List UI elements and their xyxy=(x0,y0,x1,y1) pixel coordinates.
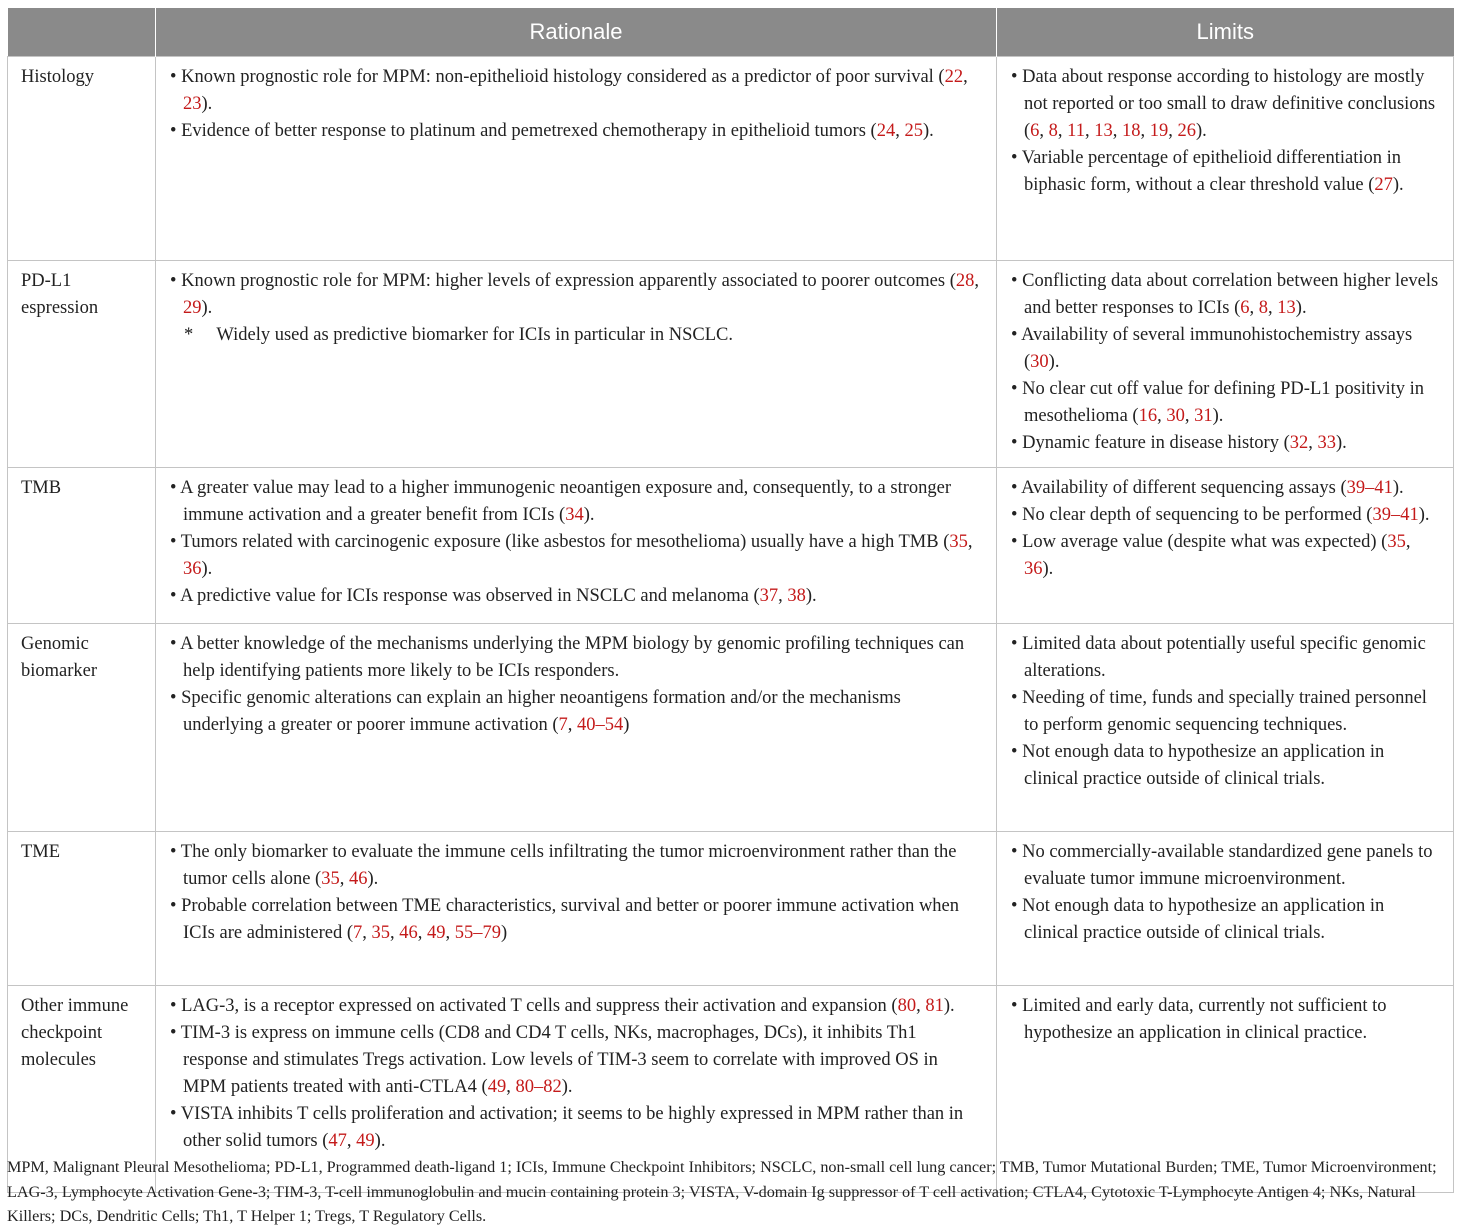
limits-bullet: • Not enough data to hypothesize an application in clinical practice outside of clinical trials. xyxy=(1011,896,1385,943)
reference-link[interactable]: 35 xyxy=(949,532,968,552)
limits-cell xyxy=(997,57,1454,261)
table-row xyxy=(8,832,1454,986)
table-row xyxy=(8,468,1454,624)
reference-link[interactable]: 39–41 xyxy=(1346,478,1393,498)
reference-link[interactable]: 55–79 xyxy=(454,923,502,943)
limits-bullet: • Needing of time, funds and specially trained personnel to perform genomic sequencing techniques. xyxy=(1011,688,1427,735)
rationale-bullet: • The only biomarker to evaluate the immune cells infiltrating the tumor microenvironment rather than the tumor cells alone (35, 46). xyxy=(170,842,957,889)
rationale-bullet: • Tumors related with carcinogenic exposure (like asbestos for mesothelioma) usually have a high TMB (35, 36). xyxy=(170,532,973,579)
reference-link[interactable]: 18 xyxy=(1122,121,1141,141)
limits-bullet: • Conflicting data about correlation between higher levels and better responses to ICIs (6, 8, 13). xyxy=(1011,271,1439,318)
rationale-bullet: • Specific genomic alterations can explain an higher neoantigens formation and/or the mechanisms underlying a greater or poorer immune activation (7, 40–54) xyxy=(170,688,901,735)
reference-link[interactable]: 27 xyxy=(1374,175,1393,195)
reference-link[interactable]: 49 xyxy=(487,1077,507,1097)
table-body xyxy=(8,57,1454,1193)
limits-bullet: • Limited data about potentially useful specific genomic alterations. xyxy=(1011,634,1426,681)
reference-link[interactable]: 32 xyxy=(1289,433,1309,453)
reference-link[interactable]: 46 xyxy=(348,869,368,889)
table-row xyxy=(8,624,1454,832)
rationale-bullet: • Known prognostic role for MPM: higher levels of expression apparently associated to poorer outcomes (28, 29). xyxy=(170,271,979,318)
reference-link[interactable]: 34 xyxy=(565,505,584,525)
table-row xyxy=(8,57,1454,261)
limits-bullet: • No clear depth of sequencing to be performed (39–41). xyxy=(1011,505,1430,525)
rationale-bullet: • A better knowledge of the mechanisms underlying the MPM biology by genomic profiling techniques can help identifying patients more likely to be ICIs responders. xyxy=(170,634,965,681)
reference-link[interactable]: 80–82 xyxy=(515,1077,562,1097)
row-label: Histology xyxy=(8,57,156,261)
limits-bullet: • Dynamic feature in disease history (32, 33). xyxy=(1011,433,1347,453)
reference-link[interactable]: 7 xyxy=(558,715,568,735)
rationale-bullet: • Evidence of better response to platinum and pemetrexed chemotherapy in epithelioid tumors (24, 25). xyxy=(170,121,934,141)
reference-link[interactable]: 25 xyxy=(904,121,923,141)
limits-bullet: • No commercially-available standardized gene panels to evaluate tumor immune microenvironment. xyxy=(1011,842,1433,889)
reference-link[interactable]: 28 xyxy=(955,271,975,291)
reference-link[interactable]: 46 xyxy=(399,923,418,943)
rationale-cell xyxy=(156,468,997,624)
row-label: Genomic biomarker xyxy=(8,624,156,832)
limits-bullet: • Limited and early data, currently not sufficient to hypothesize an application in clinical practice. xyxy=(1011,996,1387,1043)
reference-link[interactable]: 40–54 xyxy=(577,715,624,735)
limits-bullet: • Low average value (despite what was expected) (35, 36). xyxy=(1011,532,1411,579)
reference-link[interactable]: 49 xyxy=(356,1131,375,1151)
rationale-bullet: * Widely used as predictive biomarker for ICIs in particular in NSCLC. xyxy=(184,325,733,345)
limits-bullet: • Variable percentage of epithelioid differentiation in biphasic form, without a clear threshold value (27). xyxy=(1011,148,1404,195)
reference-link[interactable]: 23 xyxy=(183,94,202,114)
rationale-bullet: • LAG-3, is a receptor expressed on activated T cells and suppress their activation and expansion (80, 81). xyxy=(170,996,955,1016)
table-footnote: MPM, Malignant Pleural Mesothelioma; PD-L1, Programmed death-ligand 1; ICIs, Immune Checkpoint Inhibitors; NSCLC, non-small cell lung cancer; TMB, Tumor Mutational Burden; TME, Tumor Microenvironment; LAG-3, Lymphocyte Activation Gene-3; TIM-3, T-cell immunoglobulin and mucin containing protein 3; VISTA, V-domain Ig suppressor of T cell activation; CTLA4, Cytotoxic T-Lymphocyte Antigen 4; NKs, Natural Killers; DCs, Dendritic Cells; Th1, T Helper 1; Tregs, T Regulatory Cells. xyxy=(7,1158,1437,1225)
row-label: Other immune checkpoint molecules xyxy=(8,986,156,1193)
reference-link[interactable]: 6 xyxy=(1030,121,1040,141)
reference-link[interactable]: 11 xyxy=(1067,121,1085,141)
reference-link[interactable]: 29 xyxy=(183,298,202,318)
reference-link[interactable]: 26 xyxy=(1177,121,1196,141)
rationale-bullet: • Known prognostic role for MPM: non-epithelioid histology considered as a predictor of poor survival (22, 23). xyxy=(170,67,968,114)
limits-bullet: • Availability of several immunohistochemistry assays (30). xyxy=(1011,325,1413,372)
rationale-bullet: • TIM-3 is express on immune cells (CD8 and CD4 T cells, NKs, macrophages, DCs), it inhibits Th1 response and stimulates Tregs activation. Low levels of TIM-3 seem to correlate with improved OS in MPM patients treated with anti-CTLA4 (49, 80–82). xyxy=(170,1023,938,1097)
rationale-bullet: • A greater value may lead to a higher immunogenic neoantigen exposure and, consequently, to a stronger immune activation and a greater benefit from ICIs (34). xyxy=(170,478,952,525)
rationale-cell xyxy=(156,624,997,832)
reference-link[interactable]: 35 xyxy=(1387,532,1406,552)
reference-link[interactable]: 39–41 xyxy=(1372,505,1419,525)
limits-bullet: • Availability of different sequencing assays (39–41). xyxy=(1011,478,1404,498)
reference-link[interactable]: 13 xyxy=(1094,121,1113,141)
reference-link[interactable]: 30 xyxy=(1166,406,1185,426)
reference-link[interactable]: 36 xyxy=(1024,559,1043,579)
rationale-bullet: • VISTA inhibits T cells proliferation and activation; it seems to be highly expressed in MPM rather than in other solid tumors (47, 49). xyxy=(170,1104,964,1151)
reference-link[interactable]: 80 xyxy=(897,996,917,1016)
limits-cell xyxy=(997,468,1454,624)
limits-bullet: • No clear cut off value for defining PD-L1 positivity in mesothelioma (16, 30, 31). xyxy=(1011,379,1425,426)
reference-link[interactable]: 81 xyxy=(925,996,944,1016)
limits-cell xyxy=(997,624,1454,832)
reference-link[interactable]: 24 xyxy=(876,121,896,141)
reference-link[interactable]: 33 xyxy=(1317,433,1336,453)
reference-link[interactable]: 47 xyxy=(328,1131,347,1151)
reference-link[interactable]: 8 xyxy=(1258,298,1269,318)
reference-link[interactable]: 16 xyxy=(1138,406,1158,426)
reference-link[interactable]: 22 xyxy=(944,67,964,87)
rationale-bullet: • Probable correlation between TME characteristics, survival and better or poorer immune activation when ICIs are administered (7, 35, 46, 49, 55–79) xyxy=(170,896,960,943)
reference-link[interactable]: 36 xyxy=(183,559,202,579)
reference-link[interactable]: 31 xyxy=(1194,406,1213,426)
header-cell-empty xyxy=(8,8,156,57)
limits-bullet: • Not enough data to hypothesize an application in clinical practice outside of clinical trials. xyxy=(1011,742,1385,789)
reference-link[interactable]: 30 xyxy=(1030,352,1049,372)
reference-link[interactable]: 6 xyxy=(1240,298,1250,318)
biomarker-table-container xyxy=(7,8,1453,1193)
header-cell-rationale: Rationale xyxy=(156,8,997,57)
rationale-cell xyxy=(156,832,997,986)
reference-link[interactable]: 49 xyxy=(427,923,446,943)
reference-link[interactable]: 35 xyxy=(371,923,391,943)
row-label: PD-L1 espression xyxy=(8,261,156,468)
reference-link[interactable]: 37 xyxy=(759,586,779,606)
reference-link[interactable]: 19 xyxy=(1149,121,1169,141)
table-header-row xyxy=(8,8,1454,57)
table-row xyxy=(8,261,1454,468)
biomarker-table xyxy=(7,8,1454,1193)
header-cell-limits: Limits xyxy=(997,8,1454,57)
limits-cell xyxy=(997,261,1454,468)
reference-link[interactable]: 35 xyxy=(321,869,340,889)
rationale-bullet: • A predictive value for ICIs response was observed in NSCLC and melanoma (37, 38). xyxy=(170,586,817,606)
reference-link[interactable]: 7 xyxy=(353,923,363,943)
reference-link[interactable]: 38 xyxy=(787,586,806,606)
rationale-cell xyxy=(156,261,997,468)
limits-cell xyxy=(997,832,1454,986)
row-label: TME xyxy=(8,832,156,986)
reference-link[interactable]: 13 xyxy=(1277,298,1296,318)
reference-link[interactable]: 8 xyxy=(1048,121,1058,141)
row-label: TMB xyxy=(8,468,156,624)
limits-bullet: • Data about response according to histology are mostly not reported or too small to draw definitive conclusions (6, 8, 11, 13, 18, 19, 26). xyxy=(1011,67,1436,141)
rationale-cell xyxy=(156,57,997,261)
